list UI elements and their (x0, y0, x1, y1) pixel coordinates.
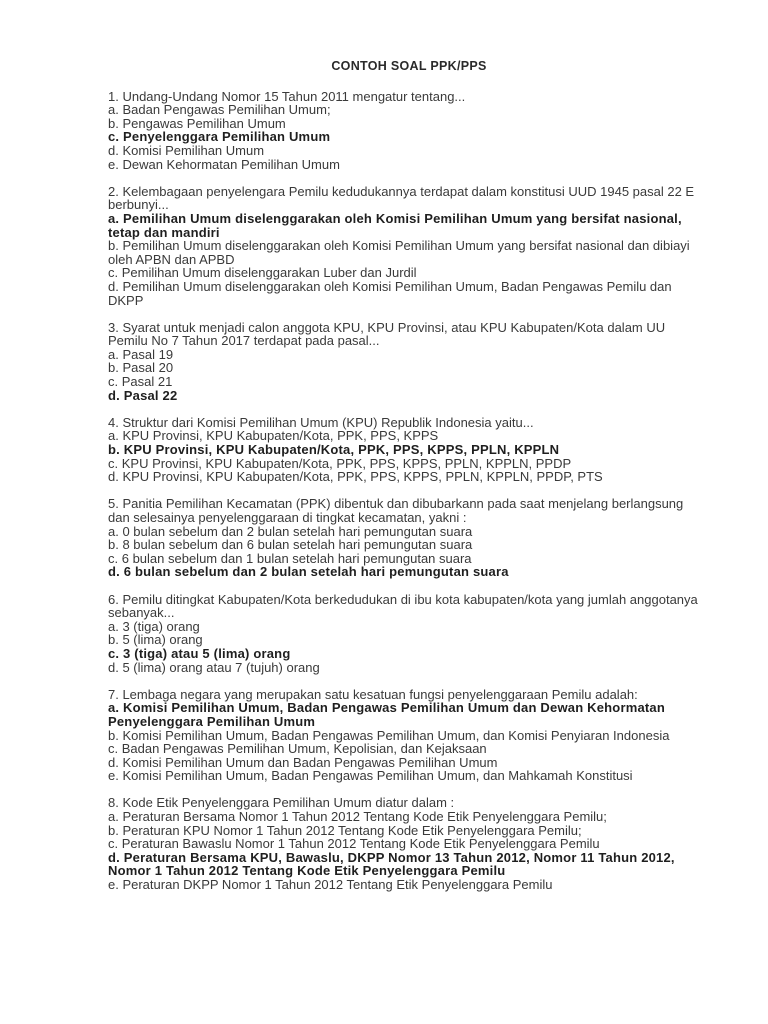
question (108, 321, 698, 403)
answer-option: e. Dewan Kehormatan Pemilihan Umum (108, 156, 340, 172)
page-title: CONTOH SOAL PPK/PPS (331, 59, 487, 73)
answer-option: e. Komisi Pemilihan Umum, Badan Pengawas Pemilihan Umum, dan Mahkamah Konstitusi (108, 768, 633, 784)
document-page (108, 60, 698, 905)
answer-option: a. Badan Pengawas Pemilihan Umum; (108, 102, 331, 118)
answer-option-correct: c. 3 (tiga) atau 5 (lima) orang (108, 645, 291, 661)
question (108, 688, 698, 783)
question-text: 2. Kelembagaan penyelengara Pemilu kedudukannya terdapat dalam konstitusi UUD 1945 pasal 22 E berbunyi... (108, 183, 695, 213)
question-text: 5. Panitia Pemilihan Kecamatan (PPK) dibentuk dan dibubarkann pada saat menjelang berlangsung dan selesainya penyelenggaraan di tingkat kecamatan, yakni : (108, 496, 684, 525)
question (108, 593, 698, 675)
answer-option: b. Pengawas Pemilihan Umum (108, 115, 286, 131)
answer-option: d. 5 (lima) orang atau 7 (tujuh) orang (108, 659, 320, 675)
question (108, 497, 698, 579)
answer-option: b. 5 (lima) orang (108, 632, 203, 648)
question-text: 3. Syarat untuk menjadi calon anggota KPU, KPU Provinsi, atau KPU Kabupaten/Kota dalam UU Pemilu No 7 Tahun 2017 terdapat pada pasal... (108, 319, 666, 349)
answer-option: c. Peraturan Bawaslu Nomor 1 Tahun 2012 Tentang Kode Etik Penyelenggara Pemilu (108, 836, 600, 852)
answer-option: a. 3 (tiga) orang (108, 618, 200, 634)
question (108, 90, 698, 172)
answer-option: d. Komisi Pemilihan Umum dan Badan Pengawas Pemilihan Umum (108, 754, 498, 770)
answer-option: b. Komisi Pemilihan Umum, Badan Pengawas Pemilihan Umum, dan Komisi Penyiaran Indonesia (108, 727, 670, 743)
question-text: 7. Lembaga negara yang merupakan satu kesatuan fungsi penyelenggaraan Pemilu adalah: (108, 686, 638, 702)
question-text: 4. Struktur dari Komisi Pemilihan Umum (KPU) Republik Indonesia yaitu... (108, 414, 534, 430)
answer-option-correct: d. 6 bulan sebelum dan 2 bulan setelah hari pemungutan suara (108, 564, 509, 580)
question-text: 1. Undang-Undang Nomor 15 Tahun 2011 mengatur tentang... (108, 88, 466, 104)
answer-option: b. Pasal 20 (108, 360, 174, 376)
question (108, 416, 698, 484)
answer-option: a. Peraturan Bersama Nomor 1 Tahun 2012 Tentang Kode Etik Penyelenggara Pemilu; (108, 809, 607, 825)
question-text: 6. Pemilu ditingkat Kabupaten/Kota berkedudukan di ibu kota kabupaten/kota yang jumlah anggotanya sebanyak... (108, 591, 698, 621)
answer-option-correct: b. KPU Provinsi, KPU Kabupaten/Kota, PPK, PPS, KPPS, PPLN, KPPLN (108, 442, 560, 458)
answer-option: d. Pemilihan Umum diselenggarakan oleh Komisi Pemilihan Umum, Badan Pengawas Pemilu dan DKPP (108, 278, 672, 308)
answer-option: e. Peraturan DKPP Nomor 1 Tahun 2012 Tentang Etik Penyelenggara Pemilu (108, 877, 553, 893)
question (108, 796, 698, 891)
answer-option: b. 8 bulan sebelum dan 6 bulan setelah hari pemungutan suara (108, 537, 473, 553)
answer-option: c. Pemilihan Umum diselenggarakan Luber dan Jurdil (108, 265, 417, 281)
answer-option: d. KPU Provinsi, KPU Kabupaten/Kota, PPK, PPS, KPPS, PPLN, KPPLN, PPDP, PTS (108, 469, 603, 485)
question-text: 8. Kode Etik Penyelenggara Pemilihan Umum diatur dalam : (108, 795, 455, 811)
answer-option: a. Pasal 19 (108, 346, 174, 362)
answer-option: c. 6 bulan sebelum dan 1 bulan setelah hari pemungutan suara (108, 550, 472, 566)
answer-option: b. Pemilihan Umum diselenggarakan oleh Komisi Pemilihan Umum yang bersifat nasional dan dibiayi oleh APBN dan APBD (108, 238, 690, 267)
answer-option: c. KPU Provinsi, KPU Kabupaten/Kota, PPK, PPS, KPPS, PPLN, KPPLN, PPDP (108, 455, 572, 471)
answer-option: b. Peraturan KPU Nomor 1 Tahun 2012 Tentang Kode Etik Penyelenggara Pemilu; (108, 822, 582, 838)
answer-option: c. Pasal 21 (108, 374, 173, 390)
question (108, 185, 698, 307)
answer-option: d. Komisi Pemilihan Umum (108, 142, 265, 158)
answer-option-correct: a. Pemilihan Umum diselenggarakan oleh Komisi Pemilihan Umum yang bersifat nasional, tetap dan mandiri (108, 210, 682, 240)
answer-option-correct: d. Pasal 22 (108, 387, 178, 403)
answer-option: a. KPU Provinsi, KPU Kabupaten/Kota, PPK, PPS, KPPS (108, 428, 439, 444)
answer-option: a. 0 bulan sebelum dan 2 bulan setelah hari pemungutan suara (108, 523, 473, 539)
answer-option-correct: a. Komisi Pemilihan Umum, Badan Pengawas Pemilihan Umum dan Dewan Kehormatan Penyelenggara Pemilihan Umum (108, 700, 665, 729)
answer-option-correct: c. Penyelenggara Pemilihan Umum (108, 129, 331, 145)
answer-option-correct: d. Peraturan Bersama KPU, Bawaslu, DKPP Nomor 13 Tahun 2012, Nomor 11 Tahun 2012, Nomor 1 Tahun 2012 Tentang Kode Etik Penyelenggara Pemilu (108, 849, 675, 879)
answer-option: c. Badan Pengawas Pemilihan Umum, Kepolisian, dan Kejaksaan (108, 741, 487, 757)
